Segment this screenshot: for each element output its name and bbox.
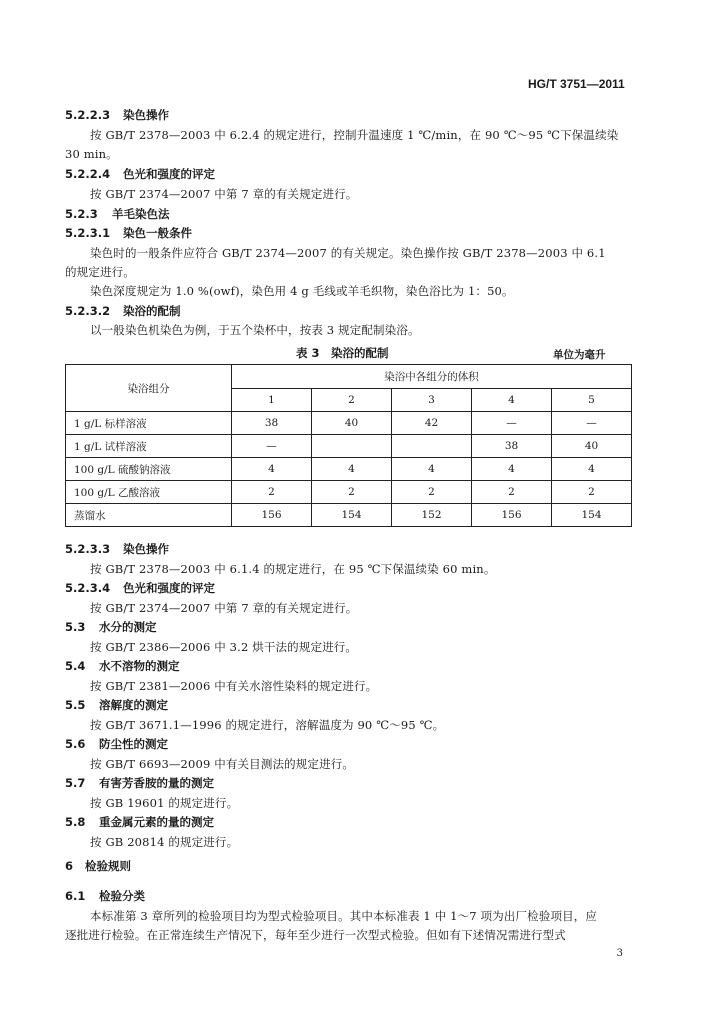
table-cell: 152 (392, 504, 472, 527)
para-5-2-3-1-line1: 染色时的一般条件应符合 GB/T 2374—2007 的有关规定。染色操作按 GB/T 2378—2003 中 6.1 (90, 246, 606, 260)
heading-5-2-2-4: 5.2.2.4 色光和强度的评定 (65, 167, 215, 181)
table-cell: 154 (552, 504, 632, 527)
para-5-8: 按 GB 20814 的规定进行。 (90, 835, 239, 849)
table-caption: 表 3 染浴的配制 (296, 346, 389, 360)
table-col-num: 4 (472, 389, 552, 412)
page-number: 3 (616, 948, 623, 959)
table-cell: 40 (552, 435, 632, 458)
para-5-2-3-4: 按 GB/T 2374—2007 中第 7 章的有关规定进行。 (90, 601, 358, 615)
row-label: 100 g/L 硫酸钠溶液 (66, 458, 232, 481)
table-row (66, 458, 632, 481)
table-cell: 4 (232, 458, 312, 481)
table-cell: 38 (472, 435, 552, 458)
heading-6-1: 6.1 检验分类 (65, 889, 145, 903)
table-col-header: 染浴组分 (66, 365, 232, 412)
table-unit: 单位为毫升 (553, 349, 606, 361)
para-5-7: 按 GB 19601 的规定进行。 (90, 796, 239, 810)
heading-5-8: 5.8 重金属元素的量的测定 (65, 815, 214, 829)
table-cell (312, 435, 392, 458)
table-cell: 4 (392, 458, 472, 481)
table-row (66, 504, 632, 527)
table-cell: 4 (472, 458, 552, 481)
table-cell: 2 (392, 481, 472, 504)
table-cell: 156 (472, 504, 552, 527)
table-col-num: 1 (232, 389, 312, 412)
para-6-1-line1: 本标准第 3 章所列的检验项目均为型式检验项目。其中本标准表 1 中 1～7 项为出厂检验项目，应 (90, 909, 598, 923)
heading-5-3: 5.3 水分的测定 (65, 620, 157, 634)
para-5-2-3-3: 按 GB/T 2378—2003 中 6.1.4 的规定进行，在 95 ℃下保温续染 60 min。 (90, 562, 496, 576)
table-3 (65, 364, 632, 527)
para-5-2-3-2: 以一般染色机染色为例，于五个染杯中，按表 3 规定配制染浴。 (90, 323, 420, 337)
heading-5-2-3-4: 5.2.3.4 色光和强度的评定 (65, 581, 215, 595)
table-row (66, 481, 632, 504)
para-5-2-3-1-line2: 的规定进行。 (65, 265, 135, 279)
heading-5-4: 5.4 水不溶物的测定 (65, 659, 180, 673)
table-col-num: 5 (552, 389, 632, 412)
para-5-5: 按 GB/T 3671.1—1996 的规定进行，溶解温度为 90 ℃～95 ℃。 (90, 718, 445, 732)
table-cell: 2 (232, 481, 312, 504)
para-6-1-line2: 逐批进行检验。在正常连续生产情况下，每年至少进行一次型式检验。但如有下述情况需进行型式 (65, 928, 566, 942)
table-row (66, 412, 632, 435)
row-label: 100 g/L 乙酸溶液 (66, 481, 232, 504)
table-cell: — (472, 412, 552, 435)
heading-5-2-3-1: 5.2.3.1 染色一般条件 (65, 226, 192, 240)
para-5-2-3-1-line3: 染色深度规定为 1.0 %(owf)，染色用 4 g 毛线或羊毛织物，染色浴比为 1：50。 (90, 284, 514, 298)
heading-5-6: 5.6 防尘性的测定 (65, 737, 168, 751)
table-row (66, 435, 632, 458)
table-cell: 4 (312, 458, 392, 481)
table-cell: 154 (312, 504, 392, 527)
table-cell: 40 (312, 412, 392, 435)
row-label: 蒸馏水 (66, 504, 232, 527)
para-5-4: 按 GB/T 2381—2006 中有关水溶性染料的规定进行。 (90, 679, 378, 693)
para-5-2-2-3-line1: 按 GB/T 2378—2003 中 6.2.4 的规定进行，控制升温速度 1 ℃/min，在 90 ℃～95 ℃下保温续染 (90, 128, 619, 142)
table-cell: 4 (552, 458, 632, 481)
table-col-num: 3 (392, 389, 472, 412)
heading-5-2-3: 5.2.3 羊毛染色法 (65, 207, 170, 221)
heading-5-2-2-3: 5.2.2.3 染色操作 (65, 108, 169, 122)
table-group-header: 染浴中各组分的体积 (232, 365, 632, 389)
heading-5-2-3-2: 5.2.3.2 染浴的配制 (65, 304, 181, 318)
table-cell (392, 435, 472, 458)
table-col-num: 2 (312, 389, 392, 412)
table-cell: 2 (472, 481, 552, 504)
table-cell: 38 (232, 412, 312, 435)
para-5-2-2-3-line2: 30 min。 (65, 147, 118, 161)
heading-5-7: 5.7 有害芳香胺的量的测定 (65, 776, 214, 790)
row-label: 1 g/L 标样溶液 (66, 412, 232, 435)
table-cell: 156 (232, 504, 312, 527)
row-label: 1 g/L 试样溶液 (66, 435, 232, 458)
para-5-6: 按 GB/T 6693—2009 中有关目测法的规定进行。 (90, 757, 355, 771)
standard-number: HG/T 3751—2011 (528, 77, 625, 91)
heading-5-5: 5.5 溶解度的测定 (65, 698, 168, 712)
table-cell: 2 (552, 481, 632, 504)
table-cell: 42 (392, 412, 472, 435)
table-cell: — (232, 435, 312, 458)
heading-6: 6 检验规则 (65, 859, 131, 873)
heading-5-2-3-3: 5.2.3.3 染色操作 (65, 542, 169, 556)
para-5-3: 按 GB/T 2386—2006 中 3.2 烘干法的规定进行。 (90, 640, 358, 654)
para-5-2-2-4: 按 GB/T 2374—2007 中第 7 章的有关规定进行。 (90, 187, 358, 201)
table-cell: 2 (312, 481, 392, 504)
table-cell: — (552, 412, 632, 435)
